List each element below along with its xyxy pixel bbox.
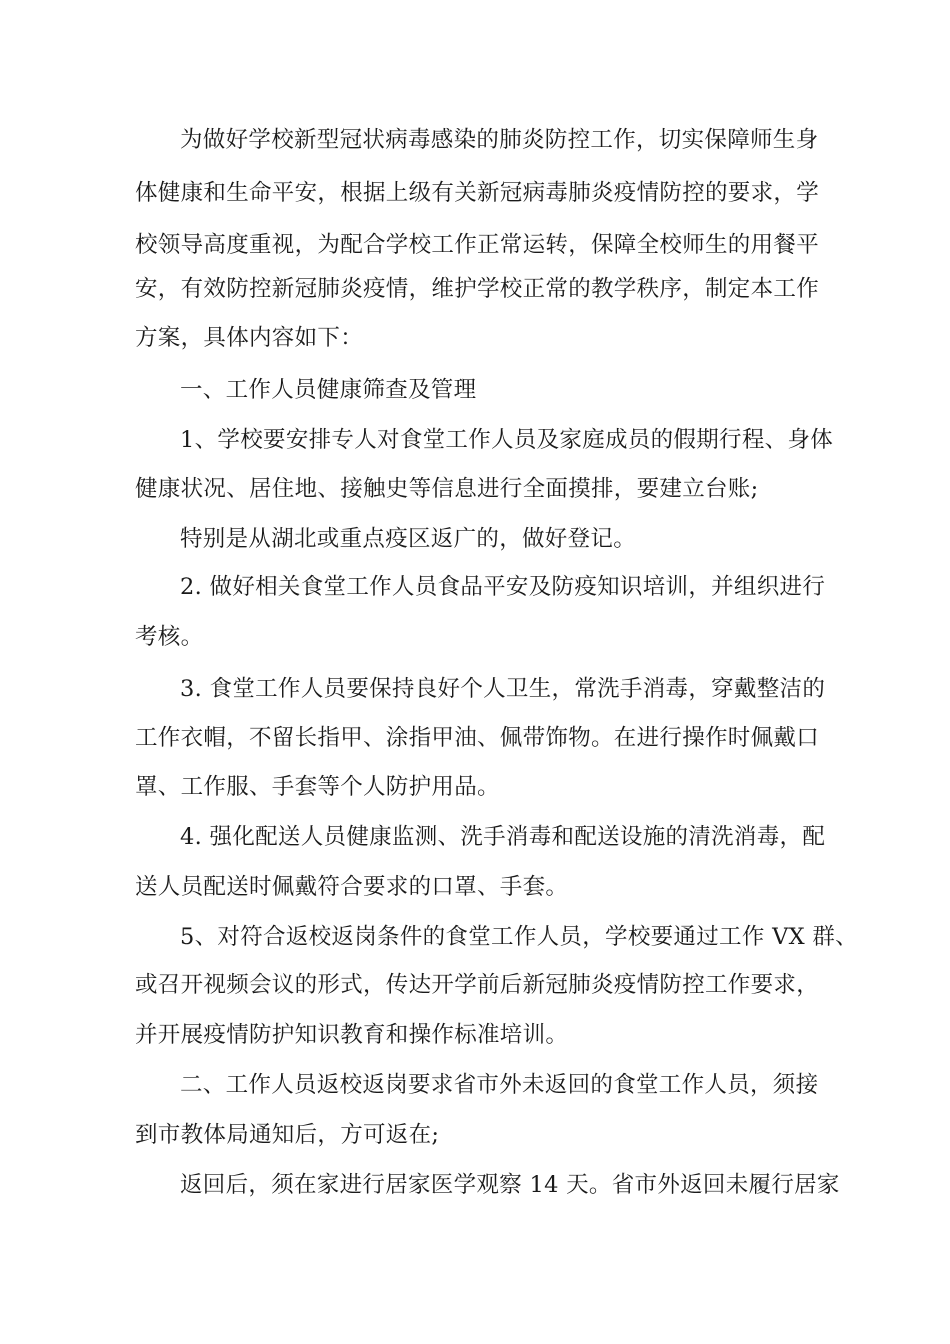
section-heading: 一、工作人员健康筛查及管理 [180,377,477,403]
text-line: 校领导高度重视，为配合学校工作正常运转，保障全校师生的用餐平 [135,232,820,258]
text-line: 体健康和生命平安，根据上级有关新冠病毒肺炎疫情防控的要求，学 [135,180,820,206]
text-line: 安，有效防控新冠肺炎疫情，维护学校正常的教学秩序，制定本工作 [135,276,820,302]
text-line: 送人员配送时佩戴符合要求的口罩、手套。 [135,874,569,900]
text-line: 4. 强化配送人员健康监测、洗手消毒和配送设施的清洗消毒，配 [180,824,826,850]
section-heading: 二、工作人员返校返岗要求省市外未返回的食堂工作人员，须接 [180,1072,819,1098]
text-line: 为做好学校新型冠状病毒感染的肺炎防控工作，切实保障师生身 [180,127,819,153]
text-line: 5、对符合返校返岗条件的食堂工作人员，学校要通过工作 VX 群、 [180,924,858,950]
text-line: 考核。 [135,624,204,650]
text-line: 2. 做好相关食堂工作人员食品平安及防疫知识培训，并组织进行 [180,574,826,600]
text-line: 特别是从湖北或重点疫区返广的，做好登记。 [180,526,637,552]
text-line: 并开展疫情防护知识教育和操作标准培训。 [135,1022,569,1048]
text-line: 1、学校要安排专人对食堂工作人员及家庭成员的假期行程、身体 [180,427,834,453]
text-line: 返回后，须在家进行居家医学观察 14 天。省市外返回未履行居家 [180,1172,840,1198]
text-line: 工作衣帽，不留长指甲、涂指甲油、佩带饰物。在进行操作时佩戴口 [135,725,820,751]
text-line: 3. 食堂工作人员要保持良好个人卫生，常洗手消毒，穿戴整洁的 [180,676,826,702]
text-line: 罩、工作服、手套等个人防护用品。 [135,774,500,800]
text-line: 或召开视频会议的形式，传达开学前后新冠肺炎疫情防控工作要求， [135,972,820,998]
text-line: 到市教体局通知后，方可返在; [135,1122,440,1148]
text-line: 健康状况、居住地、接触史等信息进行全面摸排，要建立台账; [135,476,759,502]
text-line: 方案，具体内容如下： [135,325,364,351]
